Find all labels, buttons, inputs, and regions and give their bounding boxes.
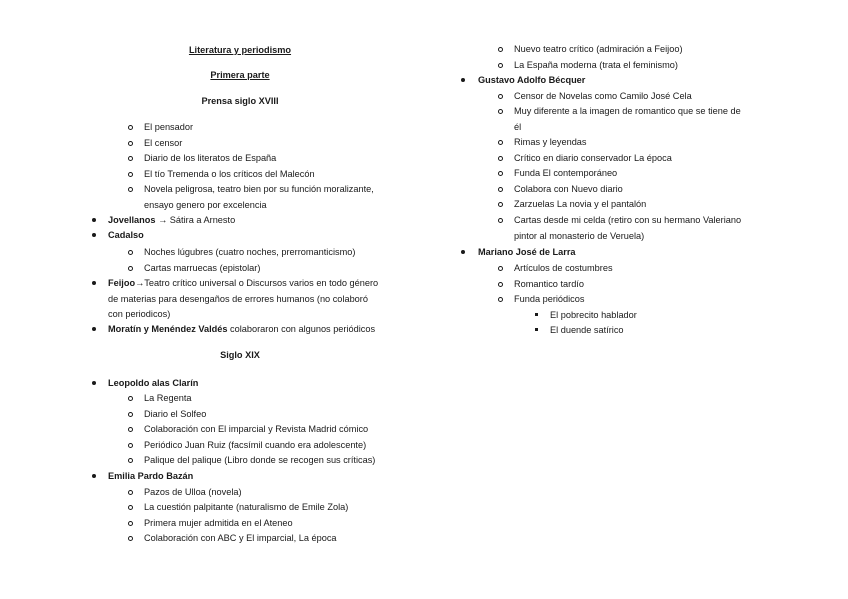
hollow-bullet	[128, 125, 133, 130]
hollow-bullet	[128, 250, 133, 255]
list-item-continuation: él	[514, 122, 522, 132]
hollow-bullet	[128, 427, 133, 432]
hollow-bullet	[128, 458, 133, 463]
author-name: Gustavo Adolfo Bécquer	[478, 75, 586, 85]
hollow-bullet	[128, 141, 133, 146]
list-item-feijoo	[108, 277, 378, 289]
hollow-bullet	[498, 282, 503, 287]
hollow-bullet	[128, 156, 133, 161]
solid-bullet	[461, 78, 465, 82]
square-bullet	[535, 313, 538, 316]
document-title: Literatura y periodismo	[188, 45, 292, 55]
hollow-bullet	[128, 521, 133, 526]
hollow-bullet	[498, 297, 503, 302]
list-item: Funda periódicos	[514, 294, 585, 304]
list-item: Novela peligrosa, teatro bien por su función moralizante,	[144, 184, 374, 194]
solid-bullet	[92, 474, 96, 478]
hollow-bullet	[498, 218, 503, 223]
hollow-bullet	[498, 266, 503, 271]
hollow-bullet	[128, 172, 133, 177]
author-name: Cadalso	[108, 230, 144, 240]
list-item: La Regenta	[144, 393, 192, 403]
list-item-continuation: ensayo genero por excelencia	[144, 200, 267, 210]
hollow-bullet	[498, 63, 503, 68]
section-heading-siglo-xix: Siglo XIX	[220, 350, 260, 360]
section-heading-primera-parte: Primera parte	[210, 70, 270, 80]
solid-bullet	[92, 233, 96, 237]
hollow-bullet	[128, 443, 133, 448]
section-heading-prensa: Prensa siglo XVIII	[201, 96, 279, 106]
list-item: Muy diferente a la imagen de romantico que se tiene de	[514, 106, 741, 116]
hollow-bullet	[128, 490, 133, 495]
solid-bullet	[92, 327, 96, 331]
list-item: Noches lúgubres (cuatro noches, prerromanticismo)	[144, 247, 356, 257]
item-text: → Sátira a Arnesto	[158, 215, 236, 225]
hollow-bullet	[498, 140, 503, 145]
solid-bullet	[92, 218, 96, 222]
solid-bullet	[461, 250, 465, 254]
hollow-bullet	[128, 505, 133, 510]
list-item-continuation: con periodicos)	[108, 309, 171, 319]
list-item: Cartas desde mi celda (retiro con su hermano Valeriano	[514, 215, 742, 225]
item-text: colaboraron con algunos periódicos	[227, 324, 376, 334]
hollow-bullet	[498, 94, 503, 99]
square-bullet	[535, 328, 538, 331]
list-item: Pazos de Ulloa (novela)	[144, 487, 242, 497]
solid-bullet	[92, 281, 96, 285]
list-item: Crítico en diario conservador La época	[514, 153, 672, 163]
hollow-bullet	[128, 412, 133, 417]
list-item-continuation: pintor al monasterio de Veruela)	[514, 231, 645, 241]
sub-list-item: El pobrecito hablador	[550, 310, 637, 320]
list-item-continuation: de materias para desengaños de errores humanos (no colaboró	[108, 294, 368, 304]
hollow-bullet	[498, 156, 503, 161]
author-name: Jovellanos	[108, 215, 156, 225]
hollow-bullet	[498, 171, 503, 176]
list-item: Romantico tardío	[514, 279, 584, 289]
list-item: Colaboración con El imparcial y Revista Madrid cómico	[144, 424, 369, 434]
list-item-jovellanos	[108, 214, 235, 226]
hollow-bullet	[128, 396, 133, 401]
list-item: Nuevo teatro crítico (admiración a Feijoo)	[514, 44, 683, 54]
author-name: Emilia Pardo Bazán	[108, 471, 194, 481]
list-item: Colaboración con ABC y El imparcial, La época	[144, 533, 337, 543]
hollow-bullet	[128, 536, 133, 541]
list-item-moratin	[108, 323, 375, 335]
list-item: Funda El contemporáneo	[514, 168, 618, 178]
list-item: Cartas marruecas (epistolar)	[144, 263, 261, 273]
hollow-bullet	[498, 202, 503, 207]
author-name: Moratín y Menéndez Valdés	[108, 324, 228, 334]
author-name: Mariano José de Larra	[478, 247, 576, 257]
item-text: →Teatro crítico universal o Discursos varios en todo género	[135, 278, 379, 288]
list-item: Diario de los literatos de España	[144, 153, 277, 163]
hollow-bullet	[498, 109, 503, 114]
list-item: Artículos de costumbres	[514, 263, 613, 273]
list-item: La España moderna (trata el feminismo)	[514, 60, 678, 70]
list-item: Censor de Novelas como Camilo José Cela	[514, 91, 692, 101]
list-item: El pensador	[144, 122, 194, 132]
list-item: Colabora con Nuevo diario	[514, 184, 623, 194]
list-item: Diario el Solfeo	[144, 409, 207, 419]
list-item: La cuestión palpitante (naturalismo de Emile Zola)	[144, 502, 349, 512]
list-item: Palique del palique (Libro donde se recogen sus críticas)	[144, 455, 376, 465]
list-item: El tío Tremenda o los críticos del Malecón	[144, 169, 315, 179]
author-name: Leopoldo alas Clarín	[108, 378, 199, 388]
list-item: Zarzuelas La novia y el pantalón	[514, 199, 647, 209]
hollow-bullet	[498, 187, 503, 192]
hollow-bullet	[498, 47, 503, 52]
hollow-bullet	[128, 187, 133, 192]
sub-list-item: El duende satírico	[550, 325, 624, 335]
list-item: Periódico Juan Ruiz (facsímil cuando era adolescente)	[144, 440, 367, 450]
solid-bullet	[92, 381, 96, 385]
author-name: Feijoo	[108, 278, 136, 288]
list-item: Rimas y leyendas	[514, 137, 587, 147]
list-item: Primera mujer admitida en el Ateneo	[144, 518, 293, 528]
hollow-bullet	[128, 266, 133, 271]
list-item: El censor	[144, 138, 183, 148]
